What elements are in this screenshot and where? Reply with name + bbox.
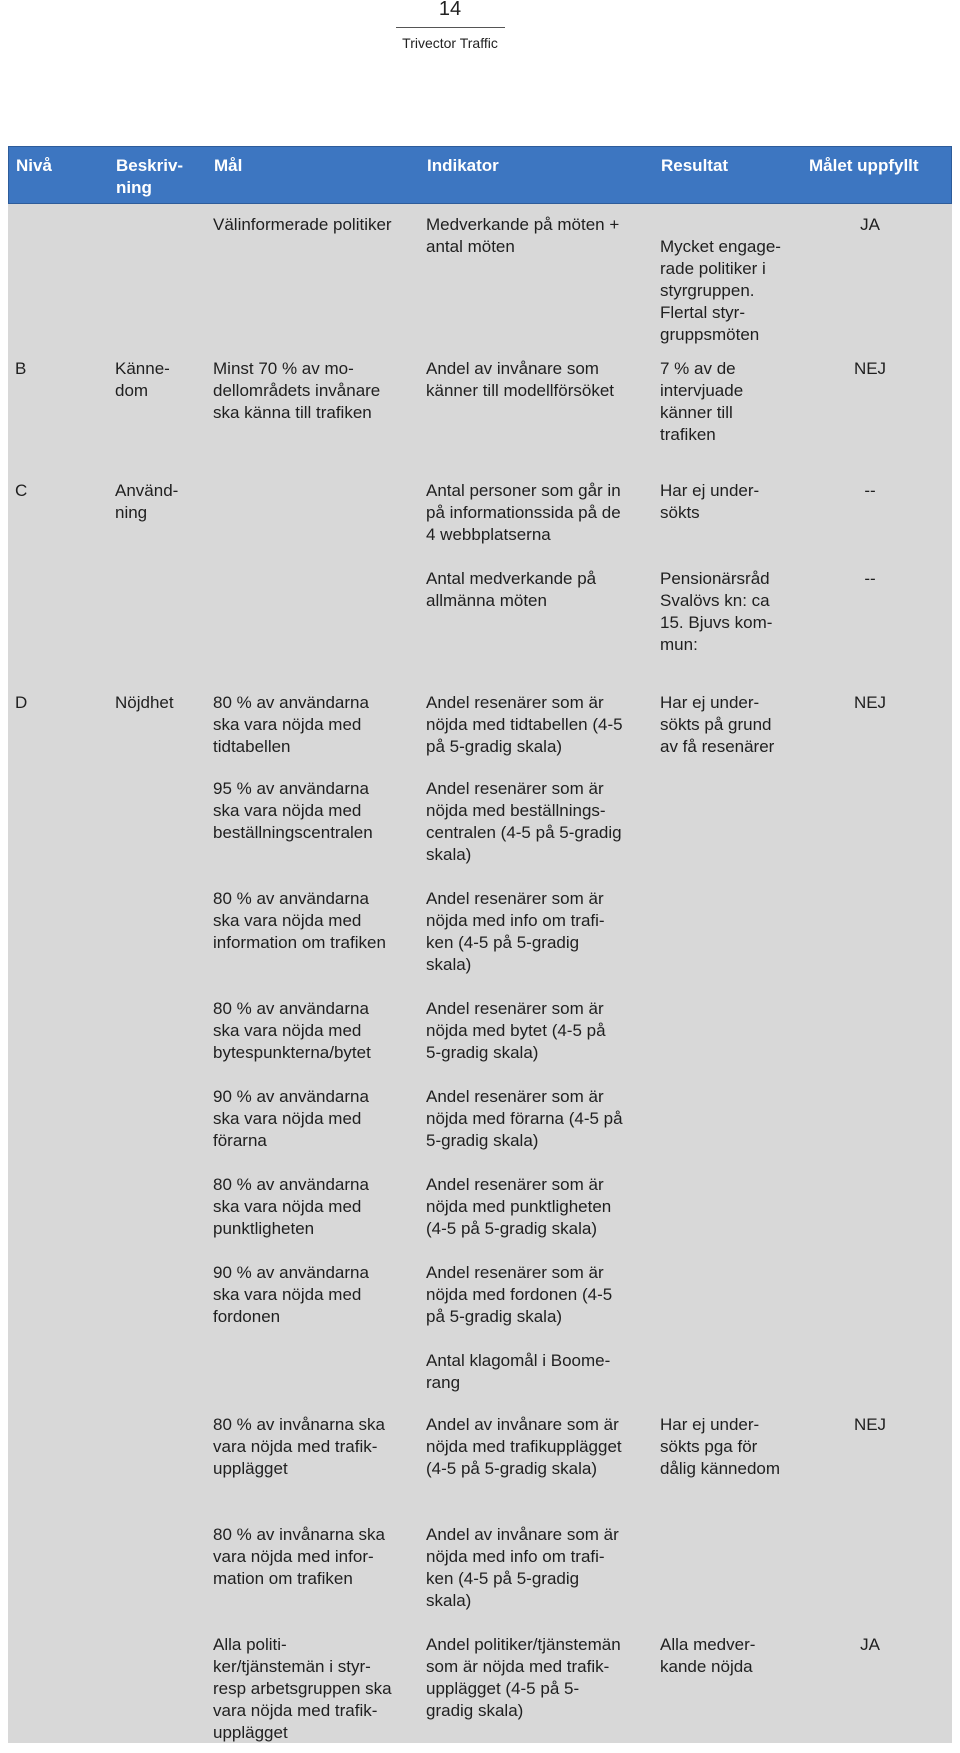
row-13-goal: 80 % av invånarna ska vara nöjda med infor- mation om trafiken xyxy=(213,1525,385,1588)
row-9-goal: 80 % av användarna ska vara nöjda med punktligheten xyxy=(213,1175,369,1238)
row-14-result: Alla medver- kande nöjda xyxy=(660,1635,756,1676)
row-6-goal: 80 % av användarna ska vara nöjda med information om trafiken xyxy=(213,889,386,952)
row-9-indicator: Andel resenärer som är nöjda med punktligheten (4-5 på 5-gradig skala) xyxy=(426,1175,612,1238)
row-2-goal-met: -- xyxy=(864,481,876,500)
row-3-indicator: Antal medverkande på allmänna möten xyxy=(426,569,597,610)
row-2-description: Använd- ning xyxy=(115,481,179,522)
row-4-indicator: Andel resenärer som är nöjda med tidtabellen (4-5 på 5-gradig skala) xyxy=(426,693,623,756)
row-4-description: Nöjdhet xyxy=(115,693,174,712)
row-1-goal-met: NEJ xyxy=(853,359,887,378)
row-2-result: Har ej under- sökts xyxy=(660,481,760,522)
row-12-result: Har ej under- sökts pga för dålig kännedom xyxy=(660,1415,781,1478)
row-4-level: D xyxy=(15,693,28,712)
row-2-level: C xyxy=(15,481,28,500)
row-10-indicator: Andel resenärer som är nöjda med fordonen (4-5 på 5-gradig skala) xyxy=(426,1263,613,1326)
row-3-result: Pensionärsråd Svalövs kn: ca 15. Bjuvs kom- mun: xyxy=(660,569,773,654)
row-5-goal: 95 % av användarna ska vara nöjda med beställningscentralen xyxy=(213,779,373,842)
header-rule xyxy=(396,27,505,28)
page-number: 14 xyxy=(438,0,462,20)
column-header-result: Resultat xyxy=(661,156,729,175)
row-13-indicator: Andel av invånare som är nöjda med info om trafi- ken (4-5 på 5-gradig skala) xyxy=(426,1525,619,1610)
row-0-goal: Välinformerade politiker xyxy=(213,215,392,234)
row-12-goal: 80 % av invånarna ska vara nöjda med trafik- upplägget xyxy=(213,1415,385,1478)
column-header-goal: Mål xyxy=(214,156,243,175)
row-4-goal: 80 % av användarna ska vara nöjda med tidtabellen xyxy=(213,693,369,756)
column-header-description: Beskriv- ning xyxy=(116,156,184,197)
row-0-indicator: Medverkande på möten + antal möten xyxy=(426,215,620,256)
company-name: Trivector Traffic xyxy=(402,35,498,51)
row-12-indicator: Andel av invånare som är nöjda med trafikupplägget (4-5 på 5-gradig skala) xyxy=(426,1415,622,1478)
row-3-goal-met: -- xyxy=(864,569,876,588)
row-7-goal: 80 % av användarna ska vara nöjda med bytespunkterna/bytet xyxy=(213,999,371,1062)
row-8-goal: 90 % av användarna ska vara nöjda med förarna xyxy=(213,1087,369,1150)
table-header-row xyxy=(8,146,952,204)
row-4-goal-met: NEJ xyxy=(853,693,887,712)
row-5-indicator: Andel resenärer som är nöjda med beställnings- centralen (4-5 på 5-gradig skala) xyxy=(426,779,622,864)
row-12-goal-met: NEJ xyxy=(853,1415,887,1434)
row-14-goal-met: JA xyxy=(860,1635,880,1654)
column-header-indicator: Indikator xyxy=(427,156,499,175)
row-1-description: Känne- dom xyxy=(115,359,170,400)
row-11-indicator: Antal klagomål i Boome- rang xyxy=(426,1351,611,1392)
row-14-goal: Alla politi- ker/tjänstemän i styr- resp arbetsgruppen ska vara nöjda med trafik- upplägget xyxy=(213,1635,392,1742)
row-7-indicator: Andel resenärer som är nöjda med bytet (4-5 på 5-gradig skala) xyxy=(426,999,606,1062)
row-1-level: B xyxy=(15,359,27,378)
evaluation-table xyxy=(8,146,952,1743)
row-2-indicator: Antal personer som går in på informationssida på de 4 webbplatserna xyxy=(426,481,621,544)
row-1-indicator: Andel av invånare som känner till modellförsöket xyxy=(426,359,615,400)
row-1-goal: Minst 70 % av mo- dellområdets invånare ska känna till trafiken xyxy=(213,359,381,422)
row-6-indicator: Andel resenärer som är nöjda med info om trafi- ken (4-5 på 5-gradig skala) xyxy=(426,889,605,974)
row-14-indicator: Andel politiker/tjänstemän som är nöjda med trafik- upplägget (4-5 på 5- gradig skala) xyxy=(426,1635,621,1720)
row-10-goal: 90 % av användarna ska vara nöjda med fordonen xyxy=(213,1263,369,1326)
row-0-result: Mycket engage- rade politiker i styrgruppen. Flertal styr- gruppsmöten xyxy=(660,237,781,344)
column-header-level: Nivå xyxy=(16,156,52,175)
row-0-goal-met: JA xyxy=(860,215,880,234)
row-4-result: Har ej under- sökts på grund av få resenärer xyxy=(660,693,775,756)
row-1-result: 7 % av de intervjuade känner till trafiken xyxy=(660,359,744,444)
column-header-goal-met: Målet uppfyllt xyxy=(809,156,919,175)
row-8-indicator: Andel resenärer som är nöjda med förarna (4-5 på 5-gradig skala) xyxy=(426,1087,623,1150)
